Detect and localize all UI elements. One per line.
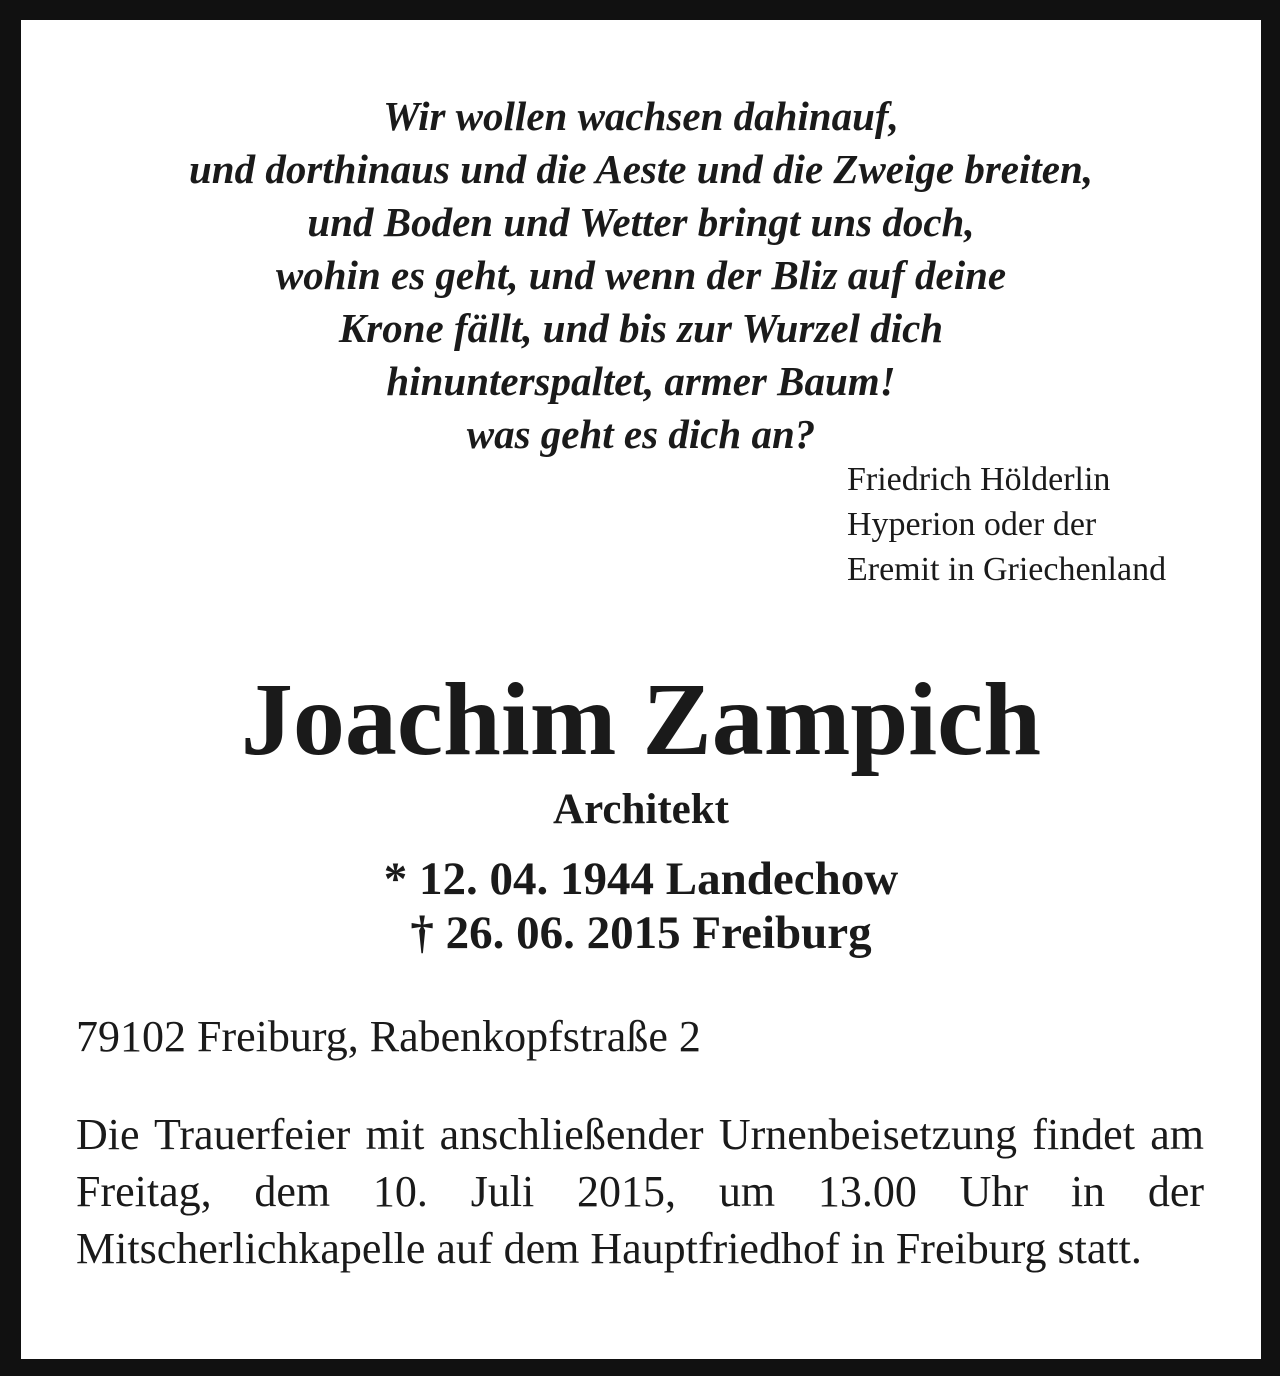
deceased-name: Joachim Zampich (240, 662, 1042, 777)
poem-line: und Boden und Wetter bringt uns doch, (307, 199, 975, 245)
birth-date: * 12. 04. 1944 Landechow (383, 853, 899, 905)
ceremony-announcement: Die Trauerfeier mit anschließender Urnenbeisetzung findet am Freitag, dem 10. Juli 2015, um 13.00 Uhr in der Mitscherlichkapelle auf dem Hauptfriedhof in Freiburg statt. (76, 1110, 1204, 1273)
poem-quote (21, 90, 1261, 461)
quote-attribution (847, 457, 1166, 592)
poem-line: was geht es dich an? (466, 411, 816, 457)
family-address: 79102 Freiburg, Rabenkopfstraße 2 (76, 1012, 701, 1061)
attribution-work-subtitle: Eremit in Griechenland (847, 551, 1167, 588)
poem-line: Krone fällt, und bis zur Wurzel dich (338, 305, 944, 351)
attribution-author: Friedrich Hölderlin (847, 461, 1111, 498)
attribution-work: Hyperion oder der (847, 506, 1097, 543)
life-dates (21, 852, 1261, 960)
deceased-profession: Architekt (553, 786, 729, 833)
poem-line: und dorthinaus und die Aeste und die Zweige breiten, (188, 146, 1094, 192)
poem-line: hinunterspaltet, armer Baum! (386, 358, 896, 404)
poem-line: Wir wollen wachsen dahinauf, (383, 93, 899, 139)
poem-line: wohin es geht, und wenn der Bliz auf deine (275, 252, 1007, 298)
death-date: † 26. 06. 2015 Freiburg (410, 907, 872, 959)
